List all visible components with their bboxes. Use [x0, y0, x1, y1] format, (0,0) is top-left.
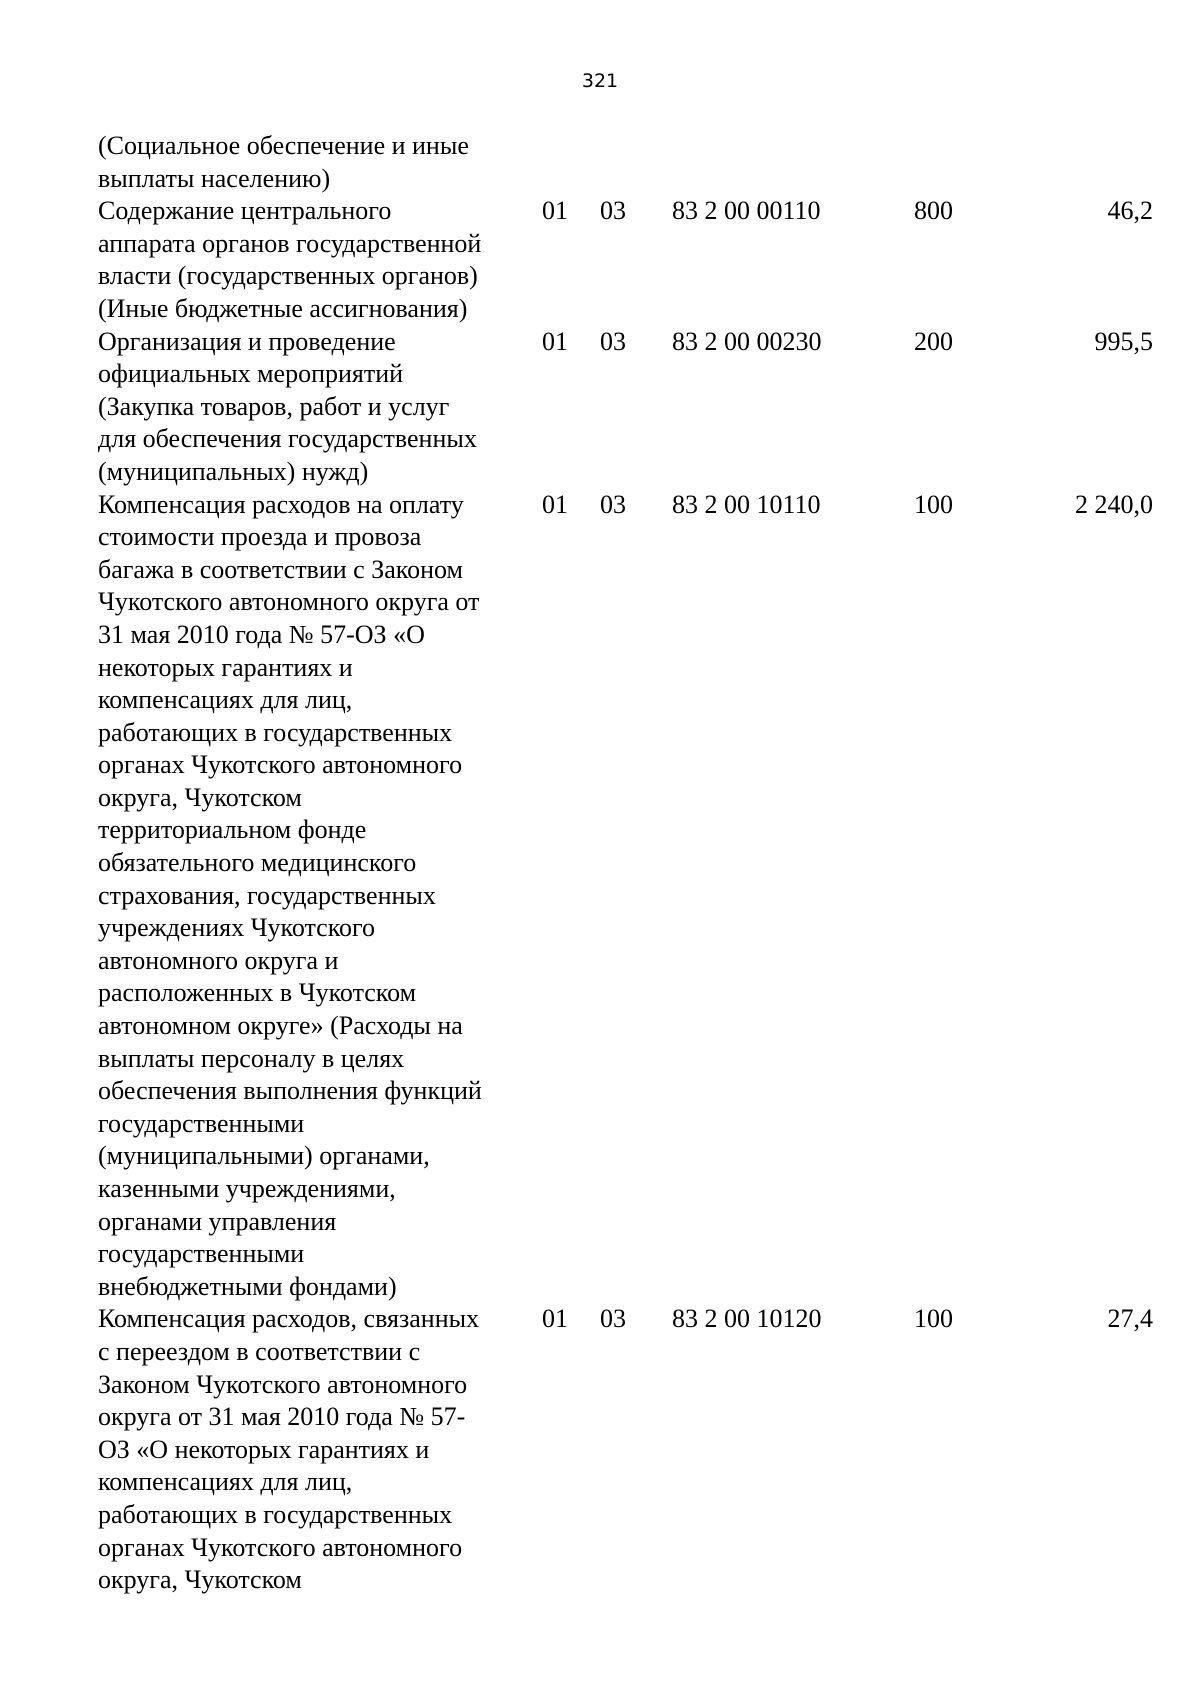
row-expense-type: 200 [914, 326, 953, 356]
row-section-code: 01 [542, 196, 568, 226]
row-subsection-code: 03 [600, 489, 626, 519]
row-expense-type: 100 [914, 489, 953, 519]
row-target-article: 83 2 00 00110 [672, 196, 821, 226]
budget-table [98, 130, 1153, 1597]
table-row [98, 489, 1153, 1304]
table-row [98, 326, 1153, 489]
row-description: Компенсация расходов, связанных с переездом в соответствии с Законом Чукотского автономного округа от 31 мая 2010 года № 57- ОЗ «О некоторых гарантиях и компенсациях для лиц, работающих в государственных органах Чукотского автономного округа, Чукотском [98, 1304, 480, 1595]
row-amount: 46,2 [1107, 196, 1153, 226]
row-target-article: 83 2 00 10110 [672, 489, 821, 519]
row-expense-type: 100 [914, 1304, 953, 1334]
row-description: (Социальное обеспечение и иные выплаты населению) [98, 131, 469, 193]
table-row [98, 1303, 1153, 1596]
row-section-code: 01 [542, 489, 568, 519]
row-amount: 995,5 [1094, 326, 1153, 356]
row-amount: 2 240,0 [1075, 489, 1153, 519]
row-amount: 27,4 [1107, 1304, 1153, 1334]
row-description: Содержание центрального аппарата органов государственной власти (государственных органов) (Иные бюджетные ассигнования) [98, 196, 482, 323]
row-subsection-code: 03 [600, 196, 626, 226]
page-number: 321 [581, 70, 619, 92]
row-description: Компенсация расходов на оплату стоимости проезда и провоза багажа в соответствии с Законом Чукотского автономного округа от 31 мая 2010 года № 57-ОЗ «О некоторых гарантиях и компенсациях для лиц, работающих в государственных органах Чукотского автономного округа, Чукотском территориальном фонде обязательного медицинского страхования, государственных учреждениях Чукотского автономного округа и расположенных в Чукотском автономном округе» (Расходы на выплаты персоналу в целях обеспечения выполнения функций государственными (муниципальными) органами, казенными учреждениями, органами управления государственными внебюджетными фондами) [98, 489, 482, 1301]
row-target-article: 83 2 00 00230 [672, 326, 822, 356]
row-subsection-code: 03 [600, 1304, 626, 1334]
row-section-code: 01 [542, 326, 568, 356]
row-subsection-code: 03 [600, 326, 626, 356]
row-description: Организация и проведение официальных мероприятий (Закупка товаров, работ и услуг для обеспечения государственных (муниципальных) нужд) [98, 326, 477, 486]
table-row [98, 130, 1148, 195]
row-expense-type: 800 [914, 196, 953, 226]
row-target-article: 83 2 00 10120 [672, 1304, 822, 1334]
row-section-code: 01 [542, 1304, 568, 1334]
table-row [98, 195, 1153, 325]
